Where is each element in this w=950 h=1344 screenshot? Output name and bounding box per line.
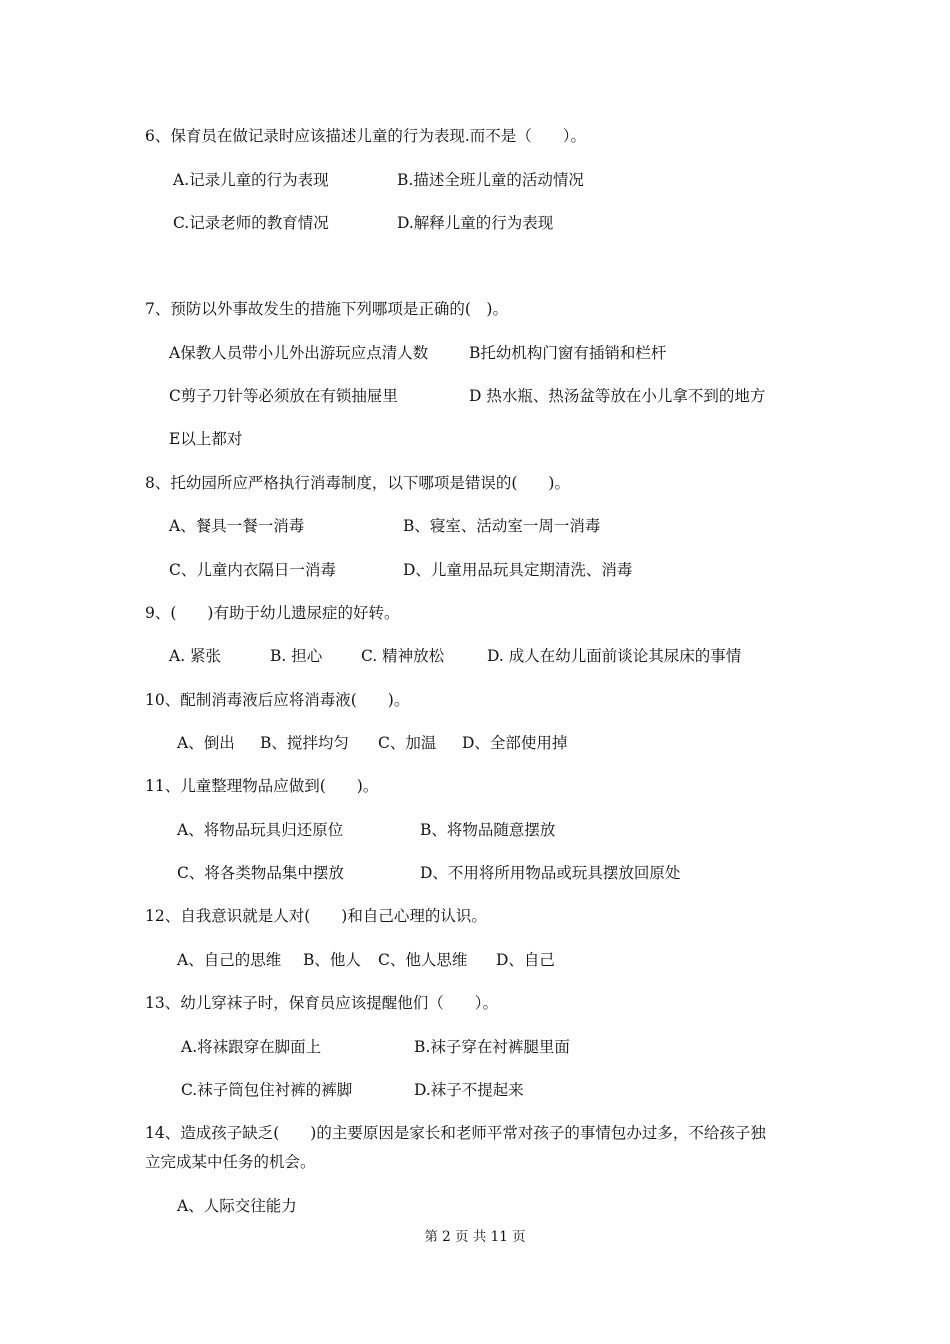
question-10-option-d: D、全部使用掉 bbox=[462, 734, 568, 752]
question-11-option-a: A、将物品玩具归还原位 bbox=[177, 821, 344, 839]
question-14-option-a: A、人际交往能力 bbox=[177, 1197, 297, 1215]
question-9-option-b: B. 担心 bbox=[270, 647, 323, 665]
question-7-option-c: C剪子刀针等必须放在有锁抽屉里 bbox=[169, 387, 398, 405]
question-7-option-a: A保教人员带小儿外出游玩应点清人数 bbox=[169, 344, 429, 362]
question-12-stem: 12、自我意识就是人对( )和自己心理的认识。 bbox=[145, 907, 487, 925]
question-7-option-e: E以上都对 bbox=[169, 430, 243, 448]
question-14-stem-line-1: 14、造成孩子缺乏( )的主要原因是家长和老师平常对孩子的事情包办过多，不给孩子独 bbox=[145, 1124, 766, 1142]
question-7-option-d: D 热水瓶、热汤盆等放在小儿拿不到的地方 bbox=[469, 387, 766, 405]
question-8-option-c: C、儿童内衣隔日一消毒 bbox=[169, 561, 336, 579]
question-9-option-d: D. 成人在幼儿面前谈论其尿床的事情 bbox=[487, 647, 742, 665]
question-9-option-c: C. 精神放松 bbox=[361, 647, 445, 665]
question-11-option-d: D、不用将所用物品或玩具摆放回原处 bbox=[420, 864, 681, 882]
question-8-option-d: D、儿童用品玩具定期清洗、消毒 bbox=[403, 561, 633, 579]
question-14-stem-line-2: 立完成某中任务的机会。 bbox=[145, 1153, 316, 1171]
question-6-option-b: B.描述全班儿童的活动情况 bbox=[397, 171, 584, 189]
question-9-option-a: A. 紧张 bbox=[169, 647, 222, 665]
question-12-option-d: D、自己 bbox=[496, 951, 555, 969]
question-9-stem: 9、( )有助于幼儿遗尿症的好转。 bbox=[145, 604, 400, 622]
question-13-option-c: C.袜子筒包住衬裤的裤脚 bbox=[181, 1081, 353, 1099]
question-12-option-a: A、自己的思维 bbox=[177, 951, 282, 969]
question-11-option-b: B、将物品随意摆放 bbox=[420, 821, 556, 839]
question-10-stem: 10、配制消毒液后应将消毒液( )。 bbox=[145, 691, 410, 709]
question-7-stem: 7、预防以外事故发生的措施下列哪项是正确的( )。 bbox=[145, 300, 508, 318]
page-number-footer: 第 2 页 共 11 页 bbox=[424, 1229, 526, 1245]
question-10-option-c: C、加温 bbox=[378, 734, 437, 752]
question-11-option-c: C、将各类物品集中摆放 bbox=[177, 864, 344, 882]
question-6-option-d: D.解释儿童的行为表现 bbox=[397, 214, 554, 232]
question-13-option-b: B.袜子穿在衬裤腿里面 bbox=[414, 1038, 570, 1056]
question-6-option-a: A.记录儿童的行为表现 bbox=[173, 171, 329, 189]
question-12-option-b: B、他人 bbox=[303, 951, 361, 969]
question-6-option-c: C.记录老师的教育情况 bbox=[173, 214, 329, 232]
question-8-option-a: A、餐具一餐一消毒 bbox=[169, 517, 305, 535]
question-10-option-a: A、倒出 bbox=[177, 734, 235, 752]
question-12-option-c: C、他人思维 bbox=[378, 951, 468, 969]
question-13-option-d: D.袜子不提起来 bbox=[414, 1081, 524, 1099]
question-11-stem: 11、儿童整理物品应做到( )。 bbox=[145, 777, 379, 795]
question-7-option-b: B托幼机构门窗有插销和栏杆 bbox=[469, 344, 667, 362]
question-6-stem: 6、保育员在做记录时应该描述儿童的行为表现.而不是（ ）。 bbox=[145, 127, 587, 145]
question-8-stem: 8、托幼园所应严格执行消毒制度，以下哪项是错误的( )。 bbox=[145, 474, 570, 492]
question-13-option-a: A.将袜跟穿在脚面上 bbox=[181, 1038, 322, 1056]
question-13-stem: 13、幼儿穿袜子时，保育员应该提醒他们（ ）。 bbox=[145, 994, 498, 1012]
question-10-option-b: B、搅拌均匀 bbox=[260, 734, 349, 752]
question-8-option-b: B、寝室、活动室一周一消毒 bbox=[403, 517, 601, 535]
